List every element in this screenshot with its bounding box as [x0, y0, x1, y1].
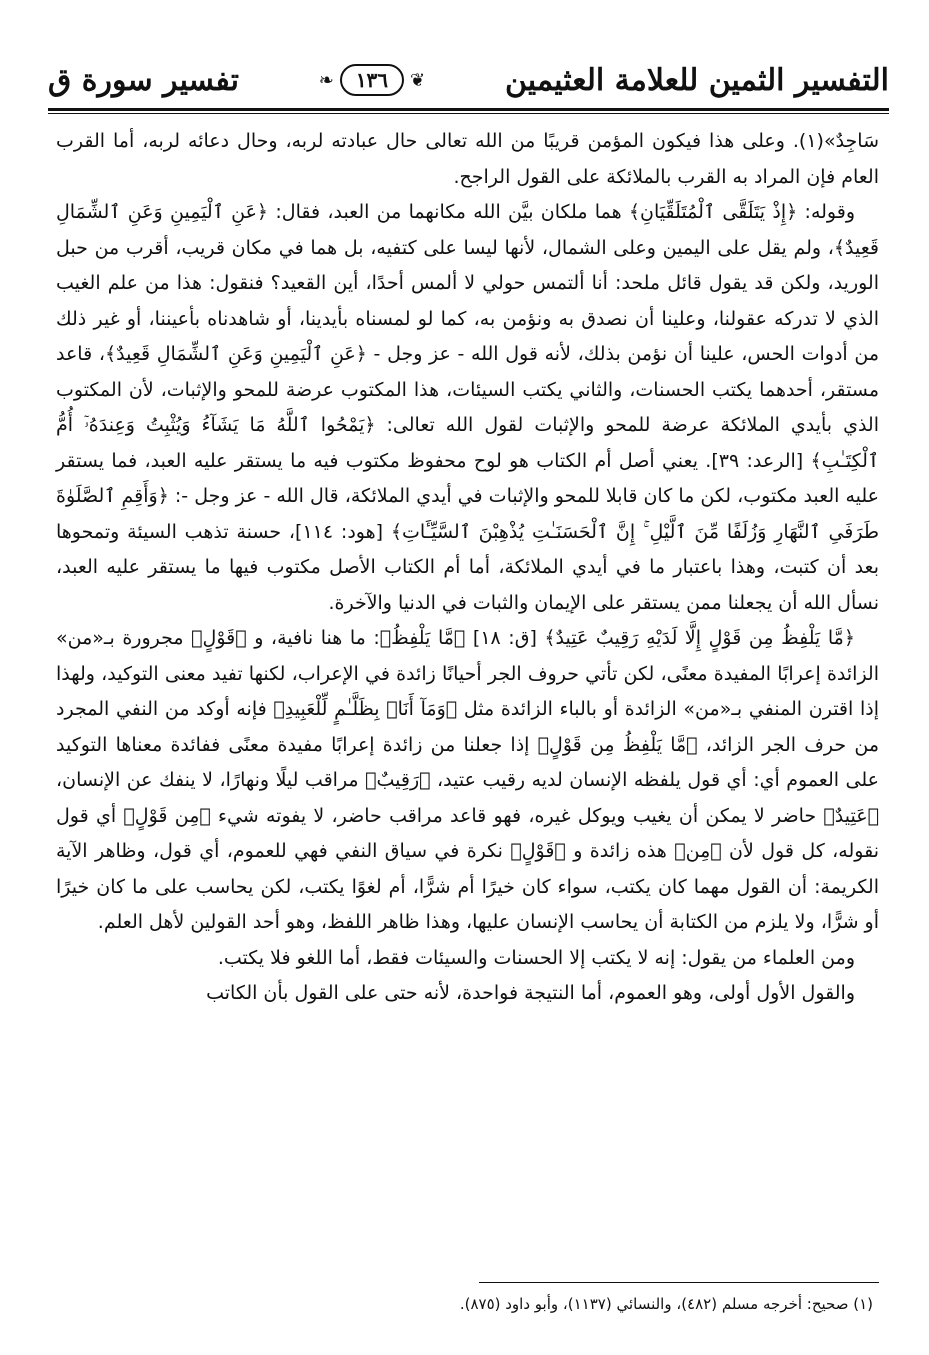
paragraph: سَاجِدٌ»(١). وعلى هذا فيكون المؤمن قريبًا من الله تعالى حال عبادته لربه، وحال دعائه لربه، أما القرب العام فإن المراد به القرب بالملائكة على القول الراجح. [56, 130, 879, 188]
footnote-rule [479, 1282, 879, 1283]
running-title: التفسير الثمين للعلامة العثيمين [504, 62, 889, 98]
paragraph: والقول الأول أولى، وهو العموم، أما النتيجة فواحدة، لأنه حتى على القول بأن الكاتب [206, 982, 855, 1004]
ornament-left-icon: ❧ [318, 69, 334, 91]
page-number-ornament [319, 64, 425, 96]
page-number: ١٣٦ [340, 64, 404, 96]
surah-title: تفسير سورة ق [48, 62, 239, 98]
ornament-right-icon: ❦ [410, 69, 426, 91]
header-rule-thin [48, 113, 889, 114]
paragraph: ﴿مَّا يَلْفِظُ مِن قَوْلٍ إِلَّا لَدَيْهِ رَقِيبٌ عَتِيدٌ﴾ [ق: ١٨] ﴿مَّا يَلْفِظُ﴾: ما هنا نافية، و ﴿قَوْلٍ﴾ مجرورة بـ«من» الزائدة إعرابًا المفيدة معنًى، لكن تأتي حروف الجر أحيانًا زائدة في الإعراب، لكنها تفيد معنى التوكيد، ولهذا إذا اقترن المنفي بـ«من» الزائدة أو بالباء الزائدة مثل ﴿وَمَآ أَنَا۠ بِظَلَّـٰمٍ لِّلْعَبِيدِ﴾ فإنه أوكد من النفي المجرد من حرف الجر الزائد، ﴿مَّا يَلْفِظُ مِن قَوْلٍ﴾ إذا جعلنا من زائدة إعرابًا مفيدة معنًى ففائدة معناها التوكيد على العموم أي: أي قول يلفظه الإنسان لديه رقيب عتيد، ﴿رَقِيبٌ﴾ مراقب ليلًا ونهارًا، لا ينفك عن الإنسان، ﴿عَتِيدٌ﴾ حاضر لا يمكن أن يغيب ويوكل غيره، فهو قاعد مراقب حاضر، لا يفوته شيء ﴿مِن قَوْلٍ﴾ أي قول نقوله، كل قول لأن ﴿مِن﴾ هذه زائدة و ﴿قَوْلٍ﴾ نكرة في سياق النفي فهي للعموم، أي قول، وظاهر الآية الكريمة: أن القول مهما كان يكتب، سواء كان خيرًا أم شرًّا، أم لغوًا يكتب، لكن يحاسب على ما كان خيرًا أو شرًّا، ولا يلزم من الكتابة أن يحاسب الإنسان عليها، وهذا ظاهر اللفظ، وهو أحد القولين لأهل العلم. [56, 627, 879, 933]
footnote: (١) صحيح: أخرجه مسلم (٤٨٢)، والنسائي (١١٣٧)، وأبو داود (٨٧٥). [459, 1295, 873, 1313]
paragraph: وقوله: ﴿إِذْ يَتَلَقَّى ٱلْمُتَلَقِّيَانِ﴾ هما ملكان بيَّن الله مكانهما من العبد، فقال: ﴿عَنِ ٱلْيَمِينِ وَعَنِ ٱلشِّمَالِ قَعِيدٌ﴾، ولم يقل على اليمين وعلى الشمال، لأنها ليسا على كتفيه، بل هما في مكان قريب، أقرب من حبل الوريد، ولكن قد يقول قائل ملحد: أنا ألتمس حولي لا ألمس أحدًا، أين القعيد؟ فنقول: هذا من علم الغيب الذي لا تدركه عقولنا، وعلينا أن نصدق به ونؤمن به، كما لو لمسناه بأيدينا، أو شاهدناه بأعيننا، أو غير ذلك من أدوات الحس، علينا أن نؤمن بذلك، لأنه قول الله - عز وجل - ﴿عَنِ ٱلْيَمِينِ وَعَنِ ٱلشِّمَالِ قَعِيدٌ﴾، قاعد مستقر، أحدهما يكتب الحسنات، والثاني يكتب السيئات، هذا المكتوب عرضة للمحو والإثبات، لأن المكتوب الذي بأيدي الملائكة عرضة للمحو والإثبات لقول الله تعالى: ﴿يَمْحُوا ٱللَّهُ مَا يَشَآءُ وَيُثْبِتُ وَعِندَهُۥٓ أُمُّ ٱلْكِتَـٰبِ﴾ [الرعد: ٣٩]. يعني أصل أم الكتاب هو لوح محفوظ مكتوب فيه ما يستقر عليه العبد، فما يستقر عليه العبد مكتوب، لكن ما كان قابلا للمحو والإثبات في أيدي الملائكة، قال الله - عز وجل -: ﴿وَأَقِمِ ٱلصَّلَوٰةَ طَرَفَىِ ٱلنَّهَارِ وَزُلَفًا مِّنَ ٱلَّيْلِ ۚ إِنَّ ٱلْحَسَنَـٰتِ يُذْهِبْنَ ٱلسَّيِّـَٔاتِ﴾ [هود: ١١٤]، حسنة تذهب السيئة وتمحوها بعد أن كتبت، وهذا باعتبار ما في أيدي الملائكة، أما أم الكتاب الأصل مكتوب فيها ما يستقر عليه العبد، نسأل الله أن يجعلنا ممن يستقر على الإيمان والثبات في الدنيا والآخرة. [56, 201, 879, 614]
page-header [48, 56, 889, 104]
paragraph: ومن العلماء من يقول: إنه لا يكتب إلا الحسنات والسيئات فقط، أما اللغو فلا يكتب. [217, 946, 855, 969]
header-rule [48, 108, 889, 111]
body-text [56, 124, 879, 1012]
